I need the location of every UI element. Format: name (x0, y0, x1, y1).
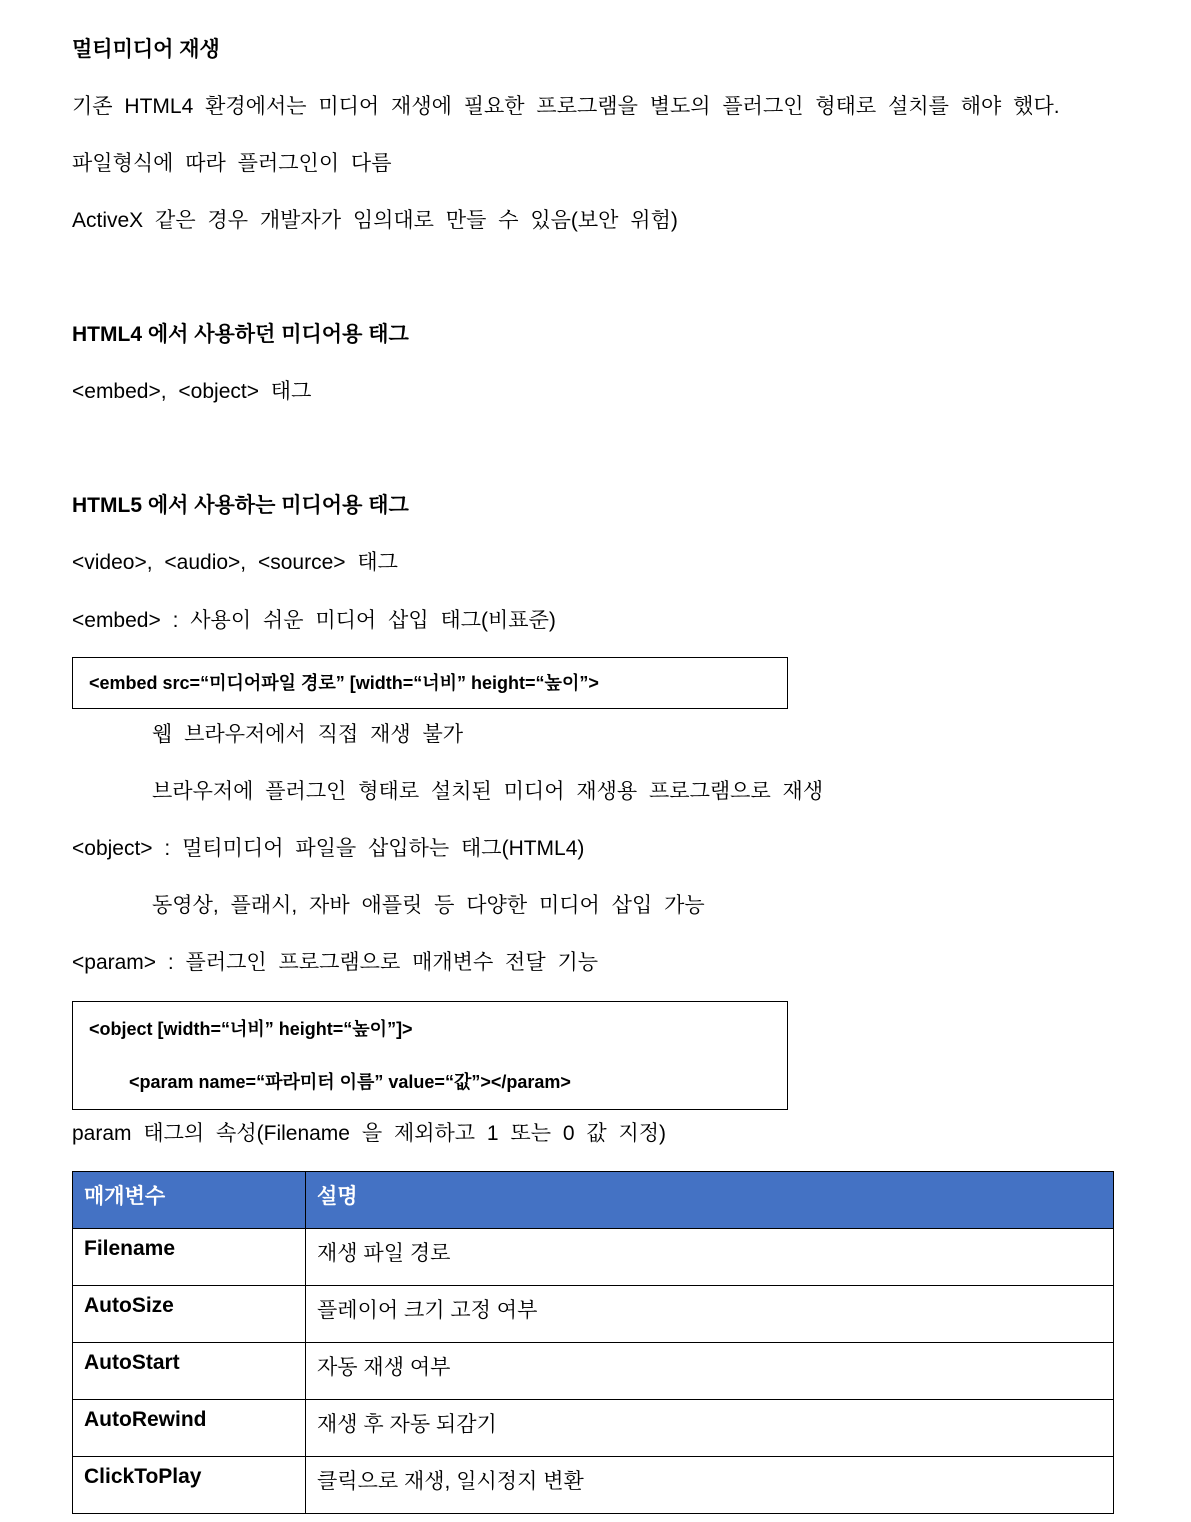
param-description: 플레이어 크기 고정 여부 (306, 1286, 1114, 1343)
param-name: AutoSize (73, 1286, 306, 1343)
table-row (73, 1343, 1114, 1400)
param-name: AutoStart (73, 1343, 306, 1400)
table-row (73, 1229, 1114, 1286)
table-row (73, 1400, 1114, 1457)
html5-tags: <video>, <audio>, <source> 태그 (72, 551, 398, 574)
param-name: AutoRewind (73, 1400, 306, 1457)
page-title: 멀티미디어 재생 (72, 38, 220, 61)
intro-line-3: ActiveX 같은 경우 개발자가 임의대로 만들 수 있음(보안 위험) (72, 209, 678, 232)
embed-code-line: <embed src=“미디어파일 경로” [width=“너비” height=“높이”> (89, 673, 599, 693)
intro-line-1: 기존 HTML4 환경에서는 미디어 재생에 필요한 프로그램을 별도의 플러그인 형태로 설치를 해야 했다. (72, 95, 1060, 118)
param-attributes-caption: param 태그의 속성(Filename 을 제외하고 1 또는 0 값 지정) (72, 1122, 667, 1145)
param-attributes-table (72, 1171, 1114, 1514)
param-name: Filename (73, 1229, 306, 1286)
table-header-row (73, 1172, 1114, 1229)
object-note: 동영상, 플래시, 자바 애플릿 등 다양한 미디어 삽입 가능 (152, 894, 705, 917)
html4-heading: HTML4 에서 사용하던 미디어용 태그 (72, 323, 409, 346)
param-code-line: <param name=“파라미터 이름” value=“값”></param> (129, 1072, 571, 1092)
param-name: ClickToPlay (73, 1457, 306, 1514)
html5-heading: HTML5 에서 사용하는 미디어용 태그 (72, 494, 409, 517)
intro-line-2: 파일형식에 따라 플러그인이 다름 (72, 152, 392, 175)
object-description: <object> : 멀티미디어 파일을 삽입하는 태그(HTML4) (72, 837, 585, 860)
html4-tags: <embed>, <object> 태그 (72, 380, 312, 403)
table-row (73, 1286, 1114, 1343)
embed-note-1: 웹 브라우저에서 직접 재생 불가 (152, 723, 464, 746)
embed-description: <embed> : 사용이 쉬운 미디어 삽입 태그(비표준) (72, 609, 556, 632)
table-row (73, 1457, 1114, 1514)
object-code-box (72, 1001, 788, 1110)
embed-code-box (72, 657, 788, 709)
header-description: 설명 (306, 1172, 1114, 1229)
param-description: 자동 재생 여부 (306, 1343, 1114, 1400)
param-description: <param> : 플러그인 프로그램으로 매개변수 전달 기능 (72, 951, 599, 974)
embed-note-2: 브라우저에 플러그인 형태로 설치된 미디어 재생용 프로그램으로 재생 (152, 780, 824, 803)
header-parameter: 매개변수 (73, 1172, 306, 1229)
param-description: 재생 후 자동 되감기 (306, 1400, 1114, 1457)
param-description: 클릭으로 재생, 일시정지 변환 (306, 1457, 1114, 1514)
param-description: 재생 파일 경로 (306, 1229, 1114, 1286)
object-code-line: <object [width=“너비” height=“높이”]> (89, 1019, 413, 1039)
